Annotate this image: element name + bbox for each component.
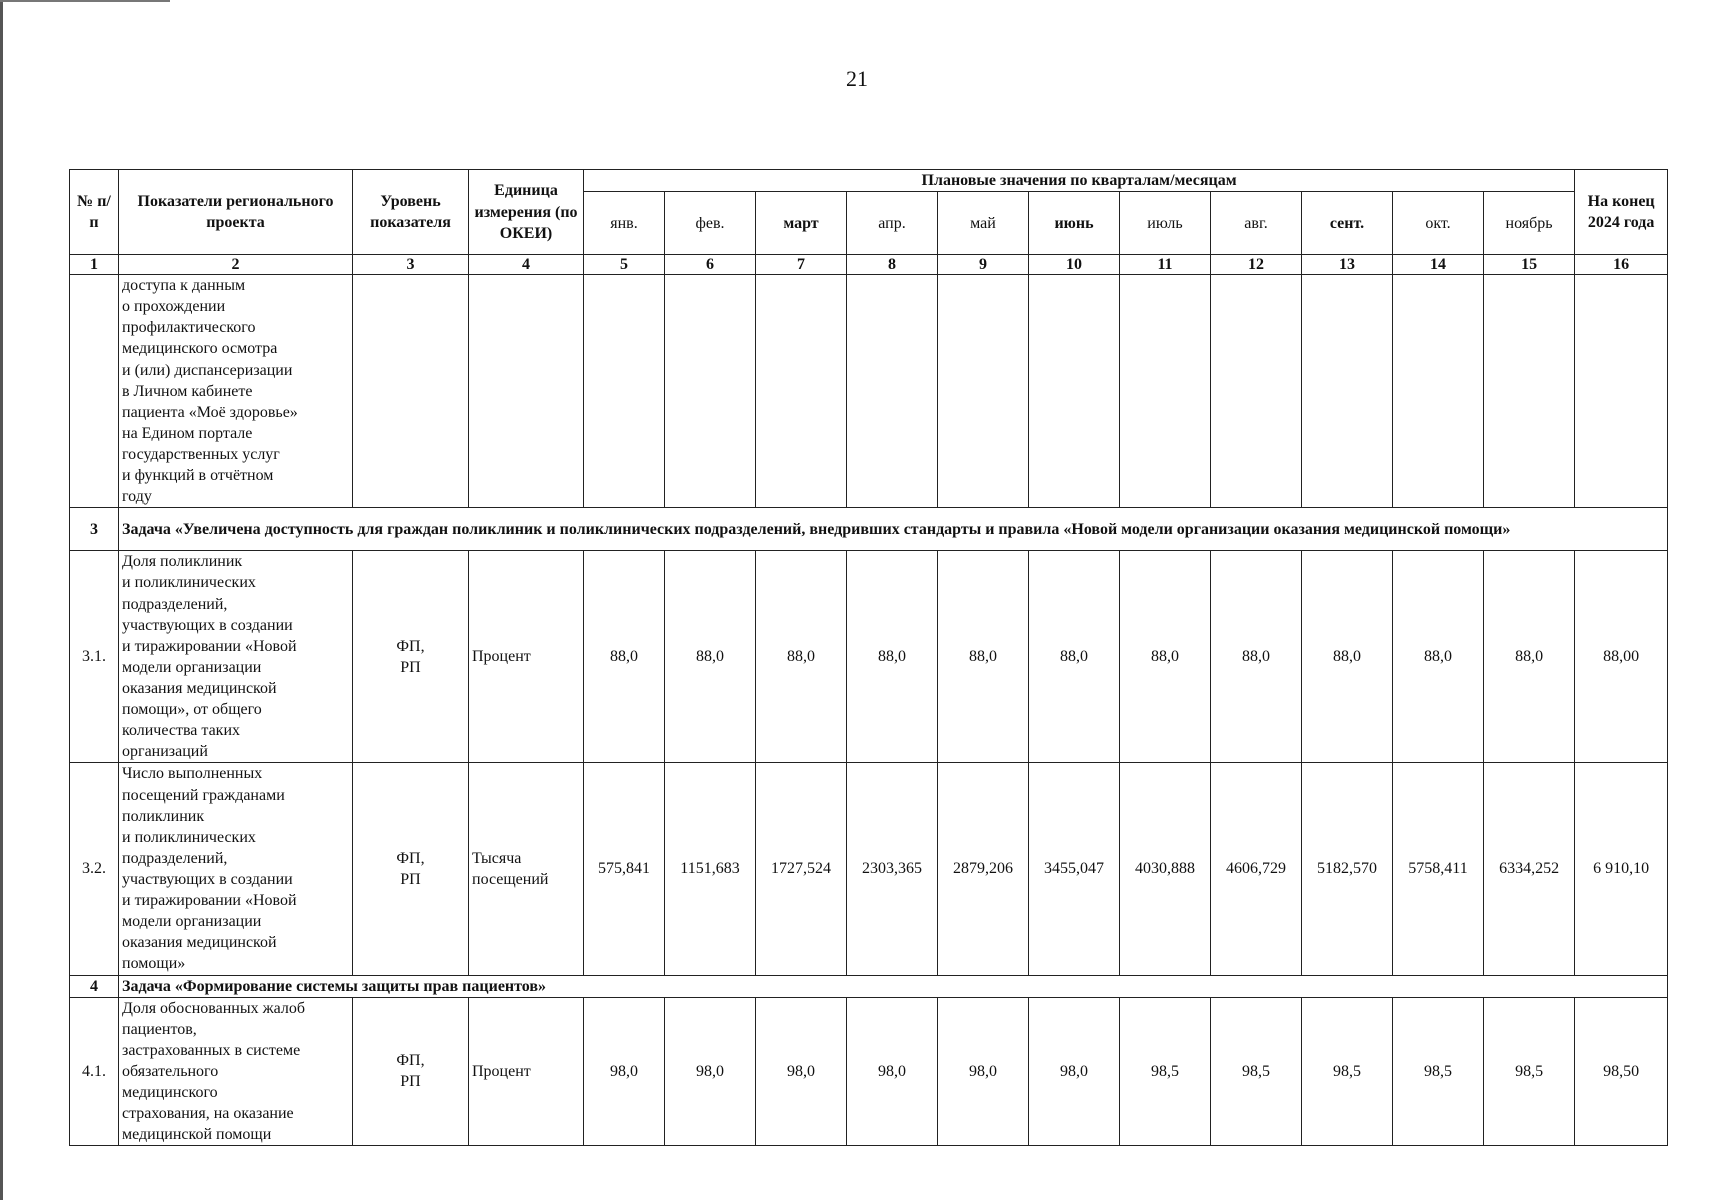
task-row	[70, 975, 1668, 997]
value-cell: 88,0	[584, 551, 665, 763]
value-cell: 2879,206	[938, 763, 1029, 975]
empty-cell	[1302, 275, 1393, 508]
value-cell: 98,0	[1029, 997, 1120, 1146]
value-cell: 98,5	[1302, 997, 1393, 1146]
header-num: № п/п	[70, 170, 119, 255]
table-row	[70, 275, 1668, 508]
value-cell: 88,0	[1211, 551, 1302, 763]
header-month: апр.	[847, 192, 938, 255]
empty-cell	[938, 275, 1029, 508]
empty-cell	[1484, 275, 1575, 508]
planned-values-table	[69, 169, 1668, 1146]
task-number: 3	[70, 508, 119, 551]
value-cell: 88,0	[1120, 551, 1211, 763]
value-cell: 88,0	[1302, 551, 1393, 763]
value-cell: 88,0	[1484, 551, 1575, 763]
empty-cell	[1575, 275, 1668, 508]
column-number: 7	[756, 255, 847, 275]
header-indicator: Показатели регионального проекта	[119, 170, 353, 255]
empty-cell	[353, 275, 469, 508]
task-title: Задача «Формирование системы защиты прав пациентов»	[119, 975, 1668, 997]
column-number: 14	[1393, 255, 1484, 275]
column-number: 2	[119, 255, 353, 275]
column-number: 5	[584, 255, 665, 275]
header-month: окт.	[1393, 192, 1484, 255]
column-number: 4	[469, 255, 584, 275]
header-month: июнь	[1029, 192, 1120, 255]
column-number: 12	[1211, 255, 1302, 275]
header-month: июль	[1120, 192, 1211, 255]
column-number: 9	[938, 255, 1029, 275]
value-cell: 88,0	[1393, 551, 1484, 763]
indicator-unit: Тысяча посещений	[469, 763, 584, 975]
column-number: 8	[847, 255, 938, 275]
value-cell: 88,0	[1029, 551, 1120, 763]
value-cell: 98,5	[1393, 997, 1484, 1146]
task-title: Задача «Увеличена доступность для граждан поликлиник и поликлинических подразделений, внедривших стандарты и правила «Новой модели организации оказания медицинской помощи»	[119, 508, 1668, 551]
value-cell: 88,0	[756, 551, 847, 763]
header-unit: Единица измерения (по ОКЕИ)	[469, 170, 584, 255]
value-cell: 98,0	[938, 997, 1029, 1146]
row-number: 3.2.	[70, 763, 119, 975]
page-number: 21	[846, 66, 868, 91]
value-cell: 98,0	[665, 997, 756, 1146]
header-level: Уровень показателя	[353, 170, 469, 255]
row-number: 4.1.	[70, 997, 119, 1146]
end-value-cell: 88,00	[1575, 551, 1668, 763]
empty-cell	[469, 275, 584, 508]
column-number: 1	[70, 255, 119, 275]
indicator-level: ФП, РП	[353, 551, 469, 763]
empty-cell	[1029, 275, 1120, 508]
empty-cell	[756, 275, 847, 508]
value-cell: 98,5	[1120, 997, 1211, 1146]
indicator-name: Доля обоснованных жалоб пациентов, застрахованных в системе обязательного медицинского страхования, на оказание медицинской помощи	[119, 997, 353, 1146]
header-month: янв.	[584, 192, 665, 255]
empty-cell	[1120, 275, 1211, 508]
task-number: 4	[70, 975, 119, 997]
column-number: 3	[353, 255, 469, 275]
page-top-line	[0, 0, 170, 2]
value-cell: 98,0	[756, 997, 847, 1146]
value-cell: 6334,252	[1484, 763, 1575, 975]
indicator-name: Число выполненных посещений гражданами поликлиник и поликлинических подразделений, участвующих в создании и тиражировании «Новой модели организации оказания медицинской помощи»	[119, 763, 353, 975]
header-end-of-year: На конец 2024 года	[1575, 170, 1668, 255]
empty-cell	[70, 275, 119, 508]
header-month: сент.	[1302, 192, 1393, 255]
end-value-cell: 6 910,10	[1575, 763, 1668, 975]
task-row	[70, 508, 1668, 551]
empty-cell	[1393, 275, 1484, 508]
empty-cell	[1211, 275, 1302, 508]
column-number: 11	[1120, 255, 1211, 275]
value-cell: 98,5	[1484, 997, 1575, 1146]
indicator-unit: Процент	[469, 551, 584, 763]
value-cell: 88,0	[847, 551, 938, 763]
value-cell: 88,0	[665, 551, 756, 763]
header-month: май	[938, 192, 1029, 255]
value-cell: 4606,729	[1211, 763, 1302, 975]
table-row	[70, 551, 1668, 763]
column-number: 15	[1484, 255, 1575, 275]
value-cell: 4030,888	[1120, 763, 1211, 975]
table-row	[70, 997, 1668, 1146]
value-cell: 88,0	[938, 551, 1029, 763]
value-cell: 98,5	[1211, 997, 1302, 1146]
value-cell: 5182,570	[1302, 763, 1393, 975]
header-month: фев.	[665, 192, 756, 255]
column-number: 6	[665, 255, 756, 275]
indicator-level: ФП, РП	[353, 997, 469, 1146]
value-cell: 98,0	[847, 997, 938, 1146]
indicator-unit: Процент	[469, 997, 584, 1146]
indicator-name: Доля поликлиник и поликлинических подразделений, участвующих в создании и тиражировании «Новой модели организации оказания медицинской помощи», от общего количества таких организаций	[119, 551, 353, 763]
column-number: 10	[1029, 255, 1120, 275]
header-month: март	[756, 192, 847, 255]
value-cell: 1151,683	[665, 763, 756, 975]
end-value-cell: 98,50	[1575, 997, 1668, 1146]
empty-cell	[584, 275, 665, 508]
value-cell: 575,841	[584, 763, 665, 975]
value-cell: 98,0	[584, 997, 665, 1146]
row-number: 3.1.	[70, 551, 119, 763]
empty-cell	[847, 275, 938, 508]
column-number-row	[70, 255, 1668, 275]
header-month: ноябрь	[1484, 192, 1575, 255]
column-number: 13	[1302, 255, 1393, 275]
column-number: 16	[1575, 255, 1668, 275]
header-planned-values: Плановые значения по кварталам/месяцам	[584, 170, 1575, 192]
value-cell: 2303,365	[847, 763, 938, 975]
page-left-border	[0, 0, 3, 1200]
value-cell: 3455,047	[1029, 763, 1120, 975]
value-cell: 5758,411	[1393, 763, 1484, 975]
indicator-continuation: доступа к данным о прохождении профилактического медицинского осмотра и (или) диспансеризации в Личном кабинете пациента «Моё здоровье» на Едином портале государственных услуг и функций в отчётном году	[119, 275, 353, 508]
empty-cell	[665, 275, 756, 508]
header-month: авг.	[1211, 192, 1302, 255]
table-row	[70, 763, 1668, 975]
value-cell: 1727,524	[756, 763, 847, 975]
indicator-level: ФП, РП	[353, 763, 469, 975]
